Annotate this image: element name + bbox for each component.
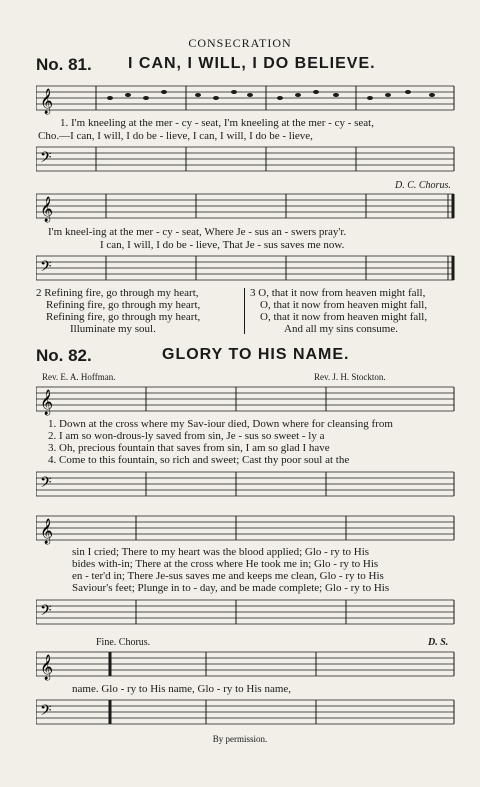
svg-text:𝄢: 𝄢: [40, 474, 52, 494]
lyric-line: Cho.—I can, I will, I do be - lieve, I can, I will, I do be - lieve,: [38, 130, 313, 142]
lyric-line: 4. Come to this fountain, so rich and sweet; Cast thy poor soul at the: [48, 454, 350, 466]
verse-divider: [244, 288, 245, 334]
music-staff: [36, 252, 456, 288]
verse-line: Refining fire, go through my heart,: [46, 299, 201, 311]
verse-line: 3 O, that it now from heaven might fall,: [250, 287, 426, 299]
svg-text:𝄢: 𝄢: [40, 258, 52, 278]
lyric-line: en - ter'd in; There Je-sus saves me and keeps me clean, Glo - ry to His: [72, 570, 384, 582]
music-staff: [36, 596, 456, 632]
lyric-line: Saviour's feet; Plunge in to - day, and be made complete; Glo - ry to His: [72, 582, 390, 594]
verse-line: O, that it now from heaven might fall,: [260, 311, 428, 323]
verse-line: O, that it now from heaven might fall,: [260, 299, 428, 311]
music-staff: [36, 143, 456, 179]
permission-footer: By permission.: [212, 734, 268, 744]
verse-line: 2 Refining fire, go through my heart,: [36, 287, 199, 299]
svg-text:𝄞: 𝄞: [40, 518, 54, 543]
svg-text:𝄢: 𝄢: [40, 602, 52, 622]
lyric-line: sin I cried; There to my heart was the blood applied; Glo - ry to His: [72, 546, 370, 558]
verse-block: [36, 287, 200, 335]
words-credit: Rev. E. A. Hoffman.: [42, 372, 116, 382]
verse-block: [250, 287, 427, 335]
music-staff: [36, 512, 456, 548]
verse-line: Refining fire, go through my heart,: [46, 311, 201, 323]
verse-line: Illuminate my soul.: [70, 323, 156, 335]
svg-text:𝄞: 𝄞: [40, 196, 54, 221]
music-staff: [36, 696, 456, 732]
music-staff: [36, 82, 456, 122]
music-staff: [36, 383, 456, 419]
music-staff: [36, 468, 456, 504]
lyric-line: name. Glo - ry to His name, Glo - ry to His name,: [72, 683, 292, 695]
lyric-line: I can, I will, I do be - lieve, That Je - sus saves me now.: [100, 239, 345, 251]
lyric-line: bides with-in; There at the cross where He took me in; Glo - ry to His: [72, 558, 379, 570]
svg-text:𝄞: 𝄞: [40, 88, 54, 113]
hymn-82-title: GLORY TO HIS NAME.: [162, 346, 350, 363]
svg-text:𝄞: 𝄞: [40, 654, 54, 679]
svg-text:𝄢: 𝄢: [40, 702, 52, 722]
lyric-line: 1. I'm kneeling at the mer - cy - seat, I'm kneeling at the mer - cy - seat,: [60, 117, 374, 129]
lyric-line: I'm kneel-ing at the mer - cy - seat, Where Je - sus an - swers pray'r.: [48, 226, 347, 238]
music-credit: Rev. J. H. Stockton.: [314, 372, 386, 382]
lyric-line: 3. Oh, precious fountain that saves from sin, I am so glad I have: [48, 442, 330, 454]
fine-chorus-mark: Fine. Chorus.: [96, 637, 151, 648]
hymn-82-number: No. 82.: [36, 346, 92, 365]
verse-line: And all my sins consume.: [284, 323, 398, 335]
svg-text:𝄞: 𝄞: [40, 389, 54, 414]
hymn-81-number: No. 81.: [36, 55, 92, 74]
lyric-line: 1. Down at the cross where my Sav-iour died, Down where for cleansing from: [48, 418, 393, 430]
staff-lines: [36, 86, 454, 110]
section-heading: CONSECRATION: [188, 36, 292, 50]
music-staff: [36, 190, 456, 226]
dc-chorus-mark: D. C. Chorus.: [395, 180, 451, 191]
ds-mark: D. S.: [428, 637, 449, 648]
music-staff: [36, 648, 456, 684]
hymn-81-title: I CAN, I WILL, I DO BELIEVE.: [128, 55, 376, 72]
lyric-line: 2. I am so won-drous-ly saved from sin, Je - sus so sweet - ly a: [48, 430, 325, 442]
svg-text:𝄢: 𝄢: [40, 149, 52, 169]
